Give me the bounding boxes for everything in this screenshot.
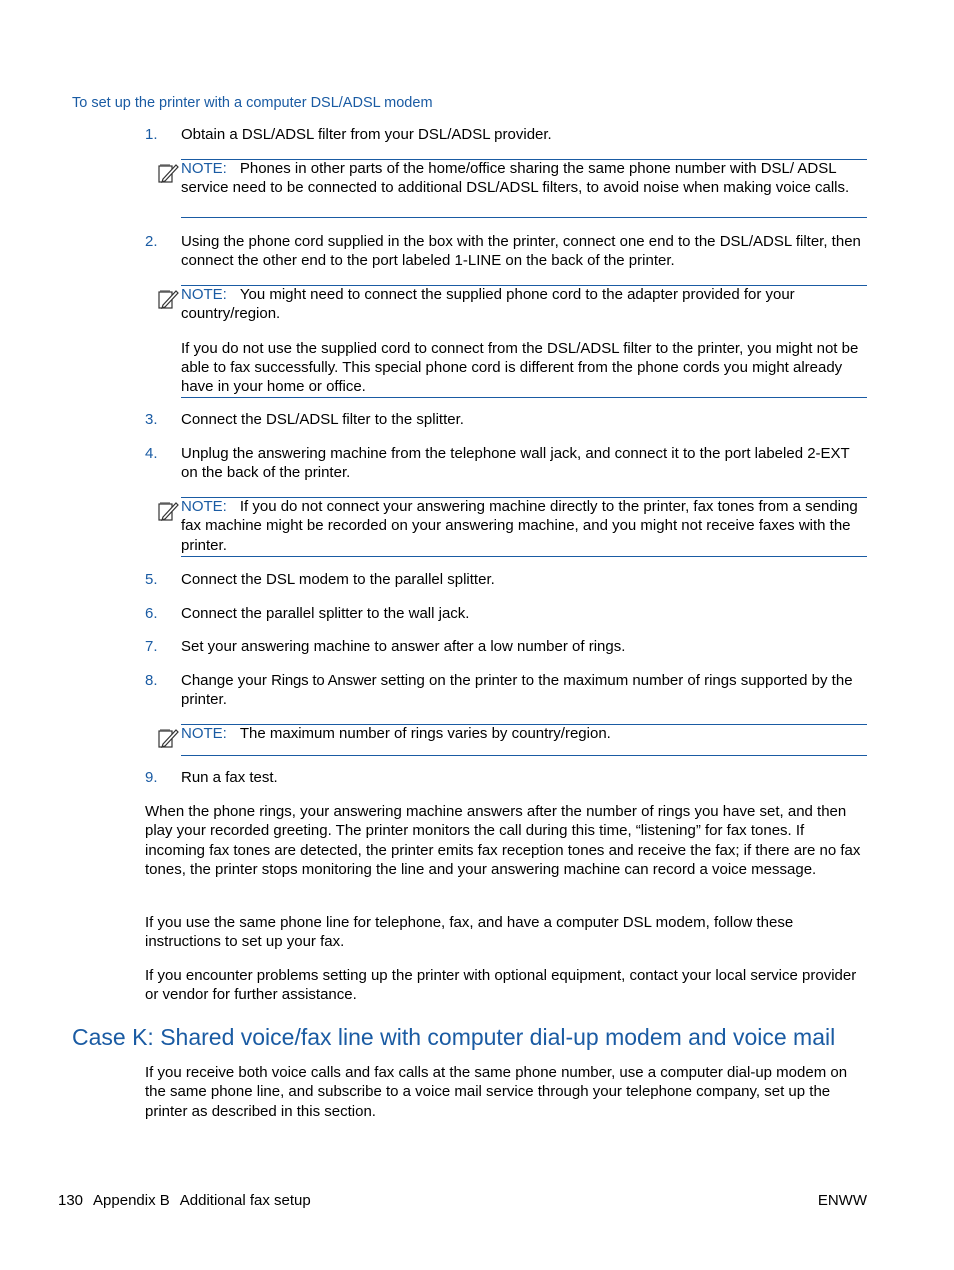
note-body — [181, 724, 867, 743]
step-4 — [145, 444, 867, 483]
paragraph-dsl-modem: If you use the same phone line for telephone, fax, and have a computer DSL modem, follow these instructions to set up your fax. — [145, 914, 794, 951]
step-text: Obtain a DSL/ADSL filter from your DSL/ADSL provider. — [181, 126, 552, 143]
note-text: The maximum number of rings varies by country/region. — [239, 725, 611, 742]
step-6 — [145, 604, 867, 623]
note-label: NOTE: — [181, 160, 227, 177]
step-text — [181, 671, 867, 710]
step-number: 3. — [145, 411, 158, 428]
footer-locale: ENWW — [817, 1192, 867, 1209]
note-body — [181, 497, 867, 555]
chapter-title: Additional fax setup — [179, 1192, 311, 1209]
step-text: Unplug the answering machine from the telephone wall jack, and connect it to the port labeled 2-EXT on the back of the printer. — [181, 445, 850, 482]
step-text: Using the phone cord supplied in the box with the printer, connect one end to the DSL/ADSL filter, then connect the other end to the port labeled 1-LINE on the back of the printer. — [181, 233, 861, 270]
step-9 — [145, 768, 867, 787]
paragraph-problems: If you encounter problems setting up the printer with optional equipment, contact your local service provider or vendor for further assistance. — [145, 967, 857, 1004]
step-number: 1. — [145, 126, 158, 143]
note-2 — [157, 285, 867, 396]
step-5 — [145, 570, 867, 589]
note-top-rule — [181, 497, 867, 498]
procedure-heading: To set up the printer with a computer DSL/ADSL modem — [72, 95, 433, 111]
section-title: Case K: Shared voice/fax line with computer dial-up modem and voice mail — [72, 1024, 836, 1050]
note-bottom-rule — [181, 755, 867, 756]
appendix-label: Appendix B — [93, 1192, 170, 1209]
note-extra-text: If you do not use the supplied cord to connect from the DSL/ADSL filter to the printer, you might not be able to fax successfully. This special phone cord is different from the phone cords you might already have in your home or office. — [181, 339, 859, 396]
note-top-rule — [181, 159, 867, 160]
step-text: Connect the DSL modem to the parallel splitter. — [181, 571, 495, 588]
step-number: 8. — [145, 672, 158, 689]
note-top-rule — [181, 285, 867, 286]
page-footer — [58, 1191, 311, 1210]
note-label: NOTE: — [181, 498, 227, 515]
step-text: Connect the parallel splitter to the wall jack. — [181, 605, 470, 622]
step-text: Set your answering machine to answer after a low number of rings. — [181, 638, 626, 655]
note-bottom-rule — [181, 217, 867, 218]
step-number: 4. — [145, 445, 158, 462]
step-1 — [145, 125, 867, 144]
note-icon — [157, 162, 179, 184]
note-3 — [157, 497, 867, 555]
step-text: Run a fax test. — [181, 769, 278, 786]
note-body — [181, 285, 867, 396]
step-text-after: setting on the printer to the maximum number of rings supported by the printer. — [181, 672, 853, 709]
note-icon — [157, 288, 179, 310]
step-2 — [145, 232, 867, 271]
note-text: Phones in other parts of the home/office sharing the same phone number with DSL/ ADSL service need to be connected to additional DSL/ADSL filters, to avoid noise when making voice calls. — [181, 160, 850, 197]
note-1 — [157, 159, 867, 198]
paragraph-call-monitoring: When the phone rings, your answering machine answers after the number of rings you have set, and then play your recorded greeting. The printer monitors the call during this time, “listening” for fax tones. If incoming fax tones are detected, the printer emits fax reception tones and receive the fax; if there are no fax tones, the printer stops monitoring the line and your answering machine can record a voice message. — [145, 803, 861, 878]
note-bottom-rule — [181, 397, 867, 398]
step-7 — [145, 637, 867, 656]
step-number: 9. — [145, 769, 158, 786]
step-number: 5. — [145, 571, 158, 588]
step-number: 7. — [145, 638, 158, 655]
note-body — [181, 159, 867, 198]
note-text: If you do not connect your answering machine directly to the printer, fax tones from a sending fax machine might be recorded on your answering machine, and you might not receive faxes with the printer. — [181, 498, 858, 554]
note-label: NOTE: — [181, 725, 227, 742]
setting-name: Rings to Answer — [271, 672, 377, 689]
note-bottom-rule — [181, 556, 867, 557]
page-number: 130 — [58, 1192, 84, 1209]
step-text-before: Change your — [181, 672, 272, 689]
step-text: Connect the DSL/ADSL filter to the splitter. — [181, 411, 464, 428]
note-label: NOTE: — [181, 286, 227, 303]
note-icon — [157, 727, 179, 749]
note-text: You might need to connect the supplied phone cord to the adapter provided for your country/region. — [181, 286, 795, 323]
step-8 — [145, 671, 867, 710]
step-3 — [145, 410, 867, 429]
step-number: 2. — [145, 233, 158, 250]
note-icon — [157, 500, 179, 522]
step-number: 6. — [145, 605, 158, 622]
note-top-rule — [181, 724, 867, 725]
note-4 — [157, 724, 867, 743]
section-intro: If you receive both voice calls and fax calls at the same phone number, use a computer dial-up modem on the same phone line, and subscribe to a voice mail service through your telephone company, set up the printer as described in this section. — [145, 1064, 848, 1120]
